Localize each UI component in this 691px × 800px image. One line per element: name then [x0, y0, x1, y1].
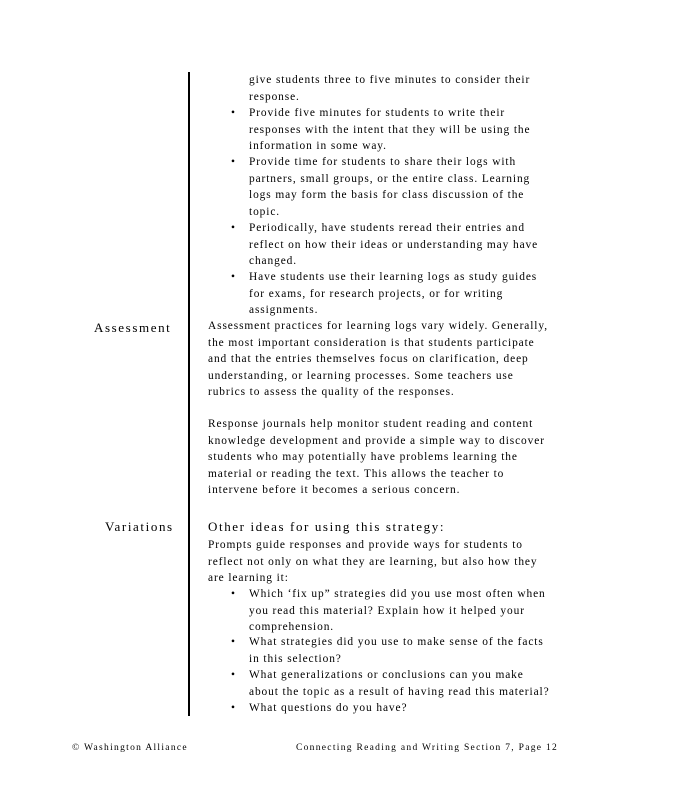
variations-heading: Other ideas for using this strategy:: [208, 519, 446, 534]
list-item: [249, 700, 407, 717]
text-line: What generalizations or conclusions can you make: [249, 669, 524, 681]
list-item: [249, 154, 530, 220]
text-line: Response journals help monitor student reading and content: [208, 418, 534, 430]
list-item: [249, 634, 544, 667]
text-line: Provide time for students to share their logs with: [249, 156, 517, 168]
list-item: [249, 220, 538, 270]
footer-page-info: Connecting Reading and Writing Section 7, Page 12: [296, 743, 559, 753]
text-line: students who may potentially have problems learning the: [208, 451, 518, 463]
text-line: topic.: [249, 205, 281, 218]
text-line: partners, small groups, or the entire class. Learning: [249, 172, 531, 185]
vertical-rule: [188, 72, 190, 716]
text-line: Prompts guide responses and provide ways for students to: [208, 539, 523, 551]
text-line: for exams, for research projects, or for writing: [249, 287, 504, 300]
assessment-paragraph-1: [208, 318, 548, 401]
section-label-variations: Variations: [105, 519, 174, 534]
text-line: response.: [249, 90, 300, 103]
text-line: Which ‘fix up” strategies did you use most often when: [249, 588, 546, 600]
continued-bullet: [249, 72, 530, 105]
bullet-marker: •: [231, 669, 235, 681]
text-line: material or reading the text. This allows the teacher to: [208, 467, 505, 480]
text-line: responses with the intent that they will be using the: [249, 123, 531, 136]
list-item: [249, 105, 531, 155]
text-line: What strategies did you use to make sense of the facts: [249, 636, 544, 648]
assessment-paragraph-2: [208, 416, 545, 499]
text-line: intervene before it becomes a serious concern.: [208, 484, 461, 496]
variations-intro: [208, 537, 537, 587]
text-line: Assessment practices for learning logs vary widely. Generally,: [208, 320, 548, 332]
bullet-marker: •: [231, 702, 235, 714]
text-line: What questions do you have?: [249, 702, 408, 714]
list-item: [249, 586, 546, 636]
text-line: give students three to five minutes to consider their: [249, 74, 531, 86]
text-line: knowledge development and provide a simple way to discover: [208, 434, 545, 447]
text-line: logs may form the basis for class discussion of the: [249, 189, 525, 201]
text-line: reflect on how their ideas or understanding may have: [249, 238, 539, 251]
text-line: understanding, or learning processes. Some teachers use: [208, 369, 514, 382]
bullet-marker: •: [231, 107, 235, 119]
section-label-assessment: Assessment: [94, 320, 172, 335]
bullet-marker: •: [231, 271, 235, 283]
text-line: Have students use their learning logs as study guides: [249, 271, 538, 283]
text-line: Periodically, have students reread their entries and: [249, 222, 526, 234]
text-line: rubrics to assess the quality of the responses.: [208, 386, 455, 398]
text-line: the most important consideration is that students participate: [208, 336, 535, 349]
text-line: about the topic as a result of having read this material?: [249, 685, 550, 698]
text-line: changed.: [249, 255, 297, 267]
text-line: in this selection?: [249, 652, 342, 665]
text-line: comprehension.: [249, 621, 335, 633]
text-line: you read this material? Explain how it helped your: [249, 604, 525, 617]
bullet-marker: •: [231, 222, 235, 234]
list-item: [249, 269, 537, 319]
text-line: assignments.: [249, 304, 319, 316]
text-line: are learning it:: [208, 572, 289, 584]
text-line: information in some way.: [249, 140, 387, 152]
text-line: Provide five minutes for students to write their: [249, 107, 506, 119]
list-item: [249, 667, 550, 700]
text-line: reflect not only on what they are learning, but also how they: [208, 555, 538, 568]
text-line: and that the entries themselves focus on clarification, deep: [208, 353, 529, 365]
bullet-marker: •: [231, 636, 235, 648]
bullet-marker: •: [231, 588, 235, 600]
bullet-marker: •: [231, 156, 235, 168]
footer-copyright: © Washington Alliance: [72, 743, 188, 753]
